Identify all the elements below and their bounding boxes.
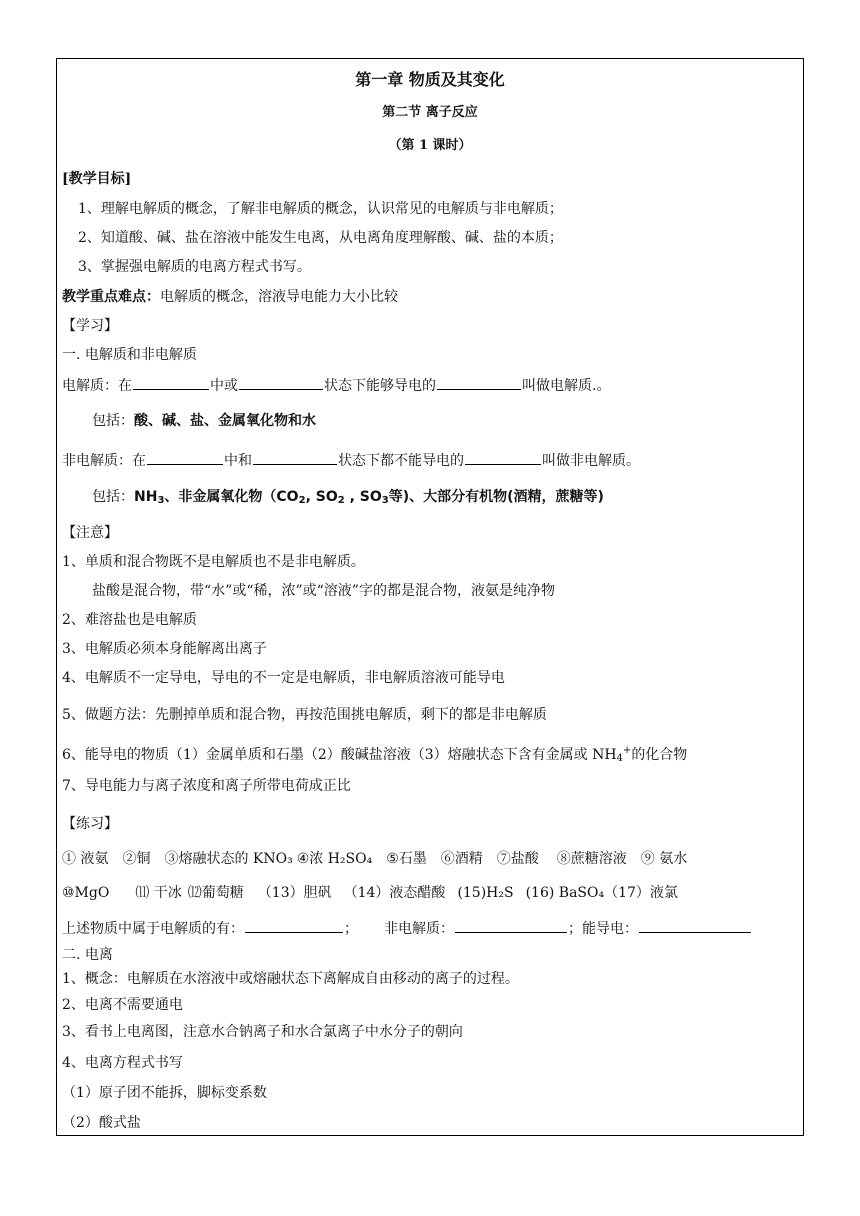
nonelectrolyte-definition bbox=[62, 450, 640, 470]
includes-label: 包括： bbox=[92, 489, 134, 505]
answer-label: 非电解质： bbox=[384, 921, 454, 937]
practice-item: ④浓 H₂SO₄ bbox=[296, 851, 373, 867]
includes-text: 酸、碱、盐、金属氧化物和水 bbox=[134, 413, 316, 429]
fill-blank[interactable] bbox=[437, 375, 521, 390]
practice-item: (15)H₂S bbox=[457, 885, 514, 901]
note-item: 2、难溶盐也是电解质 bbox=[62, 612, 197, 628]
fill-blank[interactable] bbox=[133, 375, 209, 390]
practice-item: ⑨ 氨水 bbox=[640, 851, 688, 867]
answer-blank-electrolyte[interactable] bbox=[245, 918, 343, 933]
note-item: 3、电解质必须本身能解离出离子 bbox=[62, 641, 267, 657]
def-text: 状态下能够导电的 bbox=[324, 378, 436, 394]
fill-blank[interactable] bbox=[239, 375, 323, 390]
def-text: 叫做非电解质。 bbox=[542, 453, 640, 469]
answer-blank-nonelectrolyte[interactable] bbox=[455, 918, 567, 933]
period-label: （第 1 课时） bbox=[388, 138, 472, 153]
section-title: 第二节 离子反应 bbox=[382, 105, 478, 120]
includes-text: $NH_3$、非金属氧化物（$CO_2$, $SO_2$ , $SO_3$等)、大部分有机物(酒精，蔗糖等) bbox=[134, 489, 604, 506]
goal-item: 3、掌握强电解质的电离方程式书写。 bbox=[78, 259, 311, 275]
chapter-title: 第一章 物质及其变化 bbox=[355, 70, 505, 89]
practice-item: ⑾ 干冰 bbox=[135, 885, 182, 901]
electrolyte-includes bbox=[92, 412, 316, 430]
ionization-item: 1、概念：电解质在水溶液中或熔融状态下离解成自由移动的离子的过程。 bbox=[62, 971, 519, 987]
def-text: 中或 bbox=[210, 378, 238, 394]
practice-item: ① 液氨 bbox=[62, 851, 109, 867]
practice-item: ⑤石墨 bbox=[386, 851, 427, 867]
practice-item: ⑦盐酸 bbox=[496, 851, 539, 867]
def-text: 电解质：在 bbox=[62, 378, 132, 394]
practice-item: （14）液态醋酸 bbox=[343, 885, 446, 901]
key-points bbox=[62, 288, 398, 306]
electrolyte-definition bbox=[62, 375, 610, 395]
practice-row-1 bbox=[62, 850, 687, 868]
def-text: 叫做电解质.。 bbox=[522, 378, 611, 394]
ionization-item: 3、看书上电离图，注意水合钠离子和水合氯离子中水分子的朝向 bbox=[62, 1024, 463, 1040]
study-heading: 【学习】 bbox=[62, 318, 118, 334]
fill-blank[interactable] bbox=[465, 450, 541, 465]
note-item: 6、能导电的物质（1）金属单质和石墨（2）酸碱盐溶液（3）熔融状态下含有金属或 $NH_4^+$的化合物 bbox=[62, 745, 688, 764]
practice-item: (16) BaSO₄（17）液氯 bbox=[525, 885, 678, 901]
answer-label: 上述物质中属于电解质的有： bbox=[62, 921, 244, 937]
practice-item: ②铜 bbox=[122, 851, 151, 867]
ionization-subitem: （2）酸式盐 bbox=[62, 1115, 141, 1131]
practice-item: ⑧蔗糖溶液 bbox=[556, 851, 627, 867]
key-points-text: 电解质的概念，溶液导电能力大小比较 bbox=[160, 289, 398, 305]
practice-heading: 【练习】 bbox=[62, 816, 118, 832]
def-text: 非电解质：在 bbox=[62, 453, 146, 469]
part1-title: 一. 电解质和非电解质 bbox=[62, 347, 197, 363]
answer-sep: ； bbox=[344, 921, 358, 937]
fill-blank[interactable] bbox=[253, 450, 337, 465]
note-item: 7、导电能力与离子浓度和离子所带电荷成正比 bbox=[62, 778, 351, 794]
answer-blank-conductive[interactable] bbox=[639, 918, 751, 933]
includes-label: 包括： bbox=[92, 413, 134, 429]
ionization-subitem: （1）原子团不能拆，脚标变系数 bbox=[62, 1085, 267, 1101]
fill-blank[interactable] bbox=[147, 450, 223, 465]
practice-item: ⑥酒精 bbox=[440, 851, 483, 867]
practice-item: ⑩MgO bbox=[62, 885, 110, 901]
practice-answers bbox=[62, 918, 752, 938]
answer-label: ；能导电： bbox=[568, 921, 638, 937]
ionization-item: 2、电离不需要通电 bbox=[62, 997, 183, 1013]
note-item: 4、电解质不一定导电，导电的不一定是电解质，非电解质溶液可能导电 bbox=[62, 670, 505, 686]
nonelectrolyte-includes bbox=[92, 488, 604, 510]
practice-row-2 bbox=[62, 884, 678, 902]
goal-item: 1、理解电解质的概念，了解非电解质的概念，认识常见的电解质与非电解质； bbox=[78, 201, 563, 217]
note-item: 5、做题方法：先删掉单质和混合物，再按范围挑电解质，剩下的都是非电解质 bbox=[62, 707, 547, 723]
note-subitem: 盐酸是混合物，带“水”或“稀，浓”或“溶液”字的都是混合物，液氨是纯净物 bbox=[92, 583, 555, 599]
key-points-label: 教学重点难点： bbox=[62, 289, 160, 305]
def-text: 中和 bbox=[224, 453, 252, 469]
goals-heading: [教学目标] bbox=[62, 171, 132, 187]
ionization-item: 4、电离方程式书写 bbox=[62, 1055, 183, 1071]
part2-title: 二. 电离 bbox=[62, 947, 113, 963]
goal-item: 2、知道酸、碱、盐在溶液中能发生电离，从电离角度理解酸、碱、盐的本质； bbox=[78, 230, 563, 246]
practice-item: （13）胆矾 bbox=[257, 885, 332, 901]
note-item: 1、单质和混合物既不是电解质也不是非电解质。 bbox=[62, 554, 365, 570]
def-text: 状态下都不能导电的 bbox=[338, 453, 464, 469]
practice-item: ③熔融状态的 KNO₃ bbox=[164, 851, 293, 867]
practice-item: ⑿葡萄糖 bbox=[187, 885, 244, 901]
notes-heading: 【注意】 bbox=[62, 525, 118, 541]
